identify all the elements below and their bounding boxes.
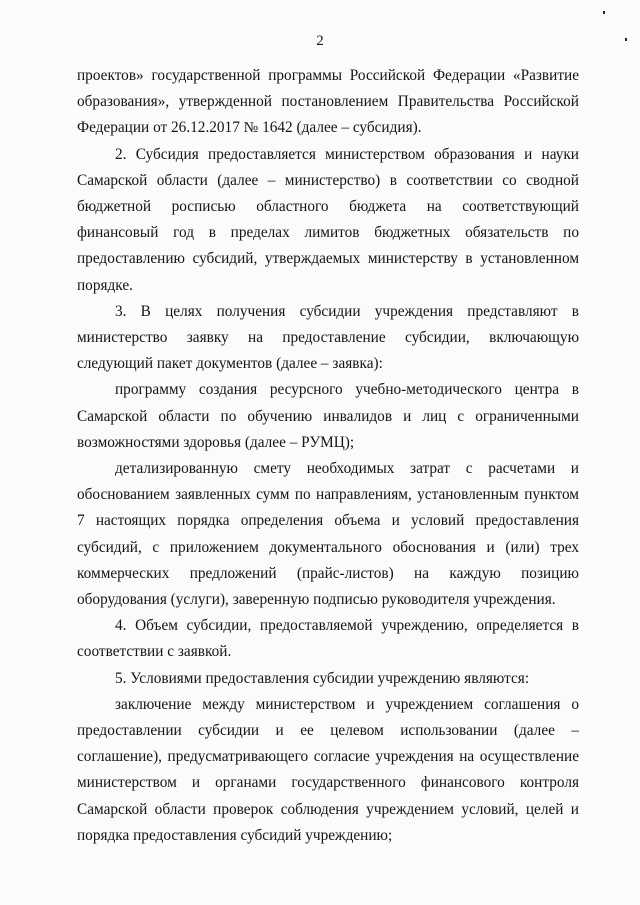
- paragraph-estimate: детализированную смету необходимых затрат с расчетами и обоснованием заявленных сумм по направлениям, установленным пунктом 7 настоящих порядка определения объема и условий предоставления субсидий, с приложением документального обоснования и (или) трех коммерческих предложений (прайс-листов) на каждую позицию оборудования (услуги), заверенную подписью руководителя учреждения.: [77, 460, 579, 609]
- document-body: [77, 63, 579, 849]
- paragraph-item-4: 4. Объем субсидии, предоставляемой учреждению, определяется в соответствии с заявкой.: [77, 617, 579, 661]
- paragraph-agreement: заключение между министерством и учреждением соглашения о предоставлении субсидии и ее целевом использовании (далее – соглашение), предусматривающего согласие учреждения на осуществление министерством и органами государственного финансового контроля Самарской области проверок соблюдения учреждением условий, целей и порядка предоставления субсидий учреждению;: [77, 695, 579, 844]
- scan-speck: [603, 11, 605, 14]
- paragraph-item-5: 5. Условиями предоставления субсидии учреждению являются:: [115, 669, 530, 687]
- page-number: 2: [316, 33, 324, 49]
- paragraph-item-3: 3. В целях получения субсидии учреждения представляют в министерство заявку на предоставление субсидии, включающую следующий пакет документов (далее – заявка):: [77, 302, 579, 373]
- paragraph-item-2: 2. Субсидия предоставляется министерством образования и науки Самарской области (далее – министерство) в соответствии со сводной бюджетной росписью областного бюджета на соответствующий финансовый год в пределах лимитов бюджетных обязательств по предоставлению субсидий, утверждаемых министерству в установленном порядке.: [77, 145, 579, 294]
- paragraph-program: программу создания ресурсного учебно-методического центра в Самарской области по обучению инвалидов и лиц с ограниченными возможностями здоровья (далее – РУМЦ);: [77, 381, 579, 451]
- paragraph-continuation: проектов» государственной программы Российской Федерации «Развитие образования», утвержденной постановлением Правительства Российской Федерации от 26.12.2017 № 1642 (далее – субсидия).: [77, 67, 579, 137]
